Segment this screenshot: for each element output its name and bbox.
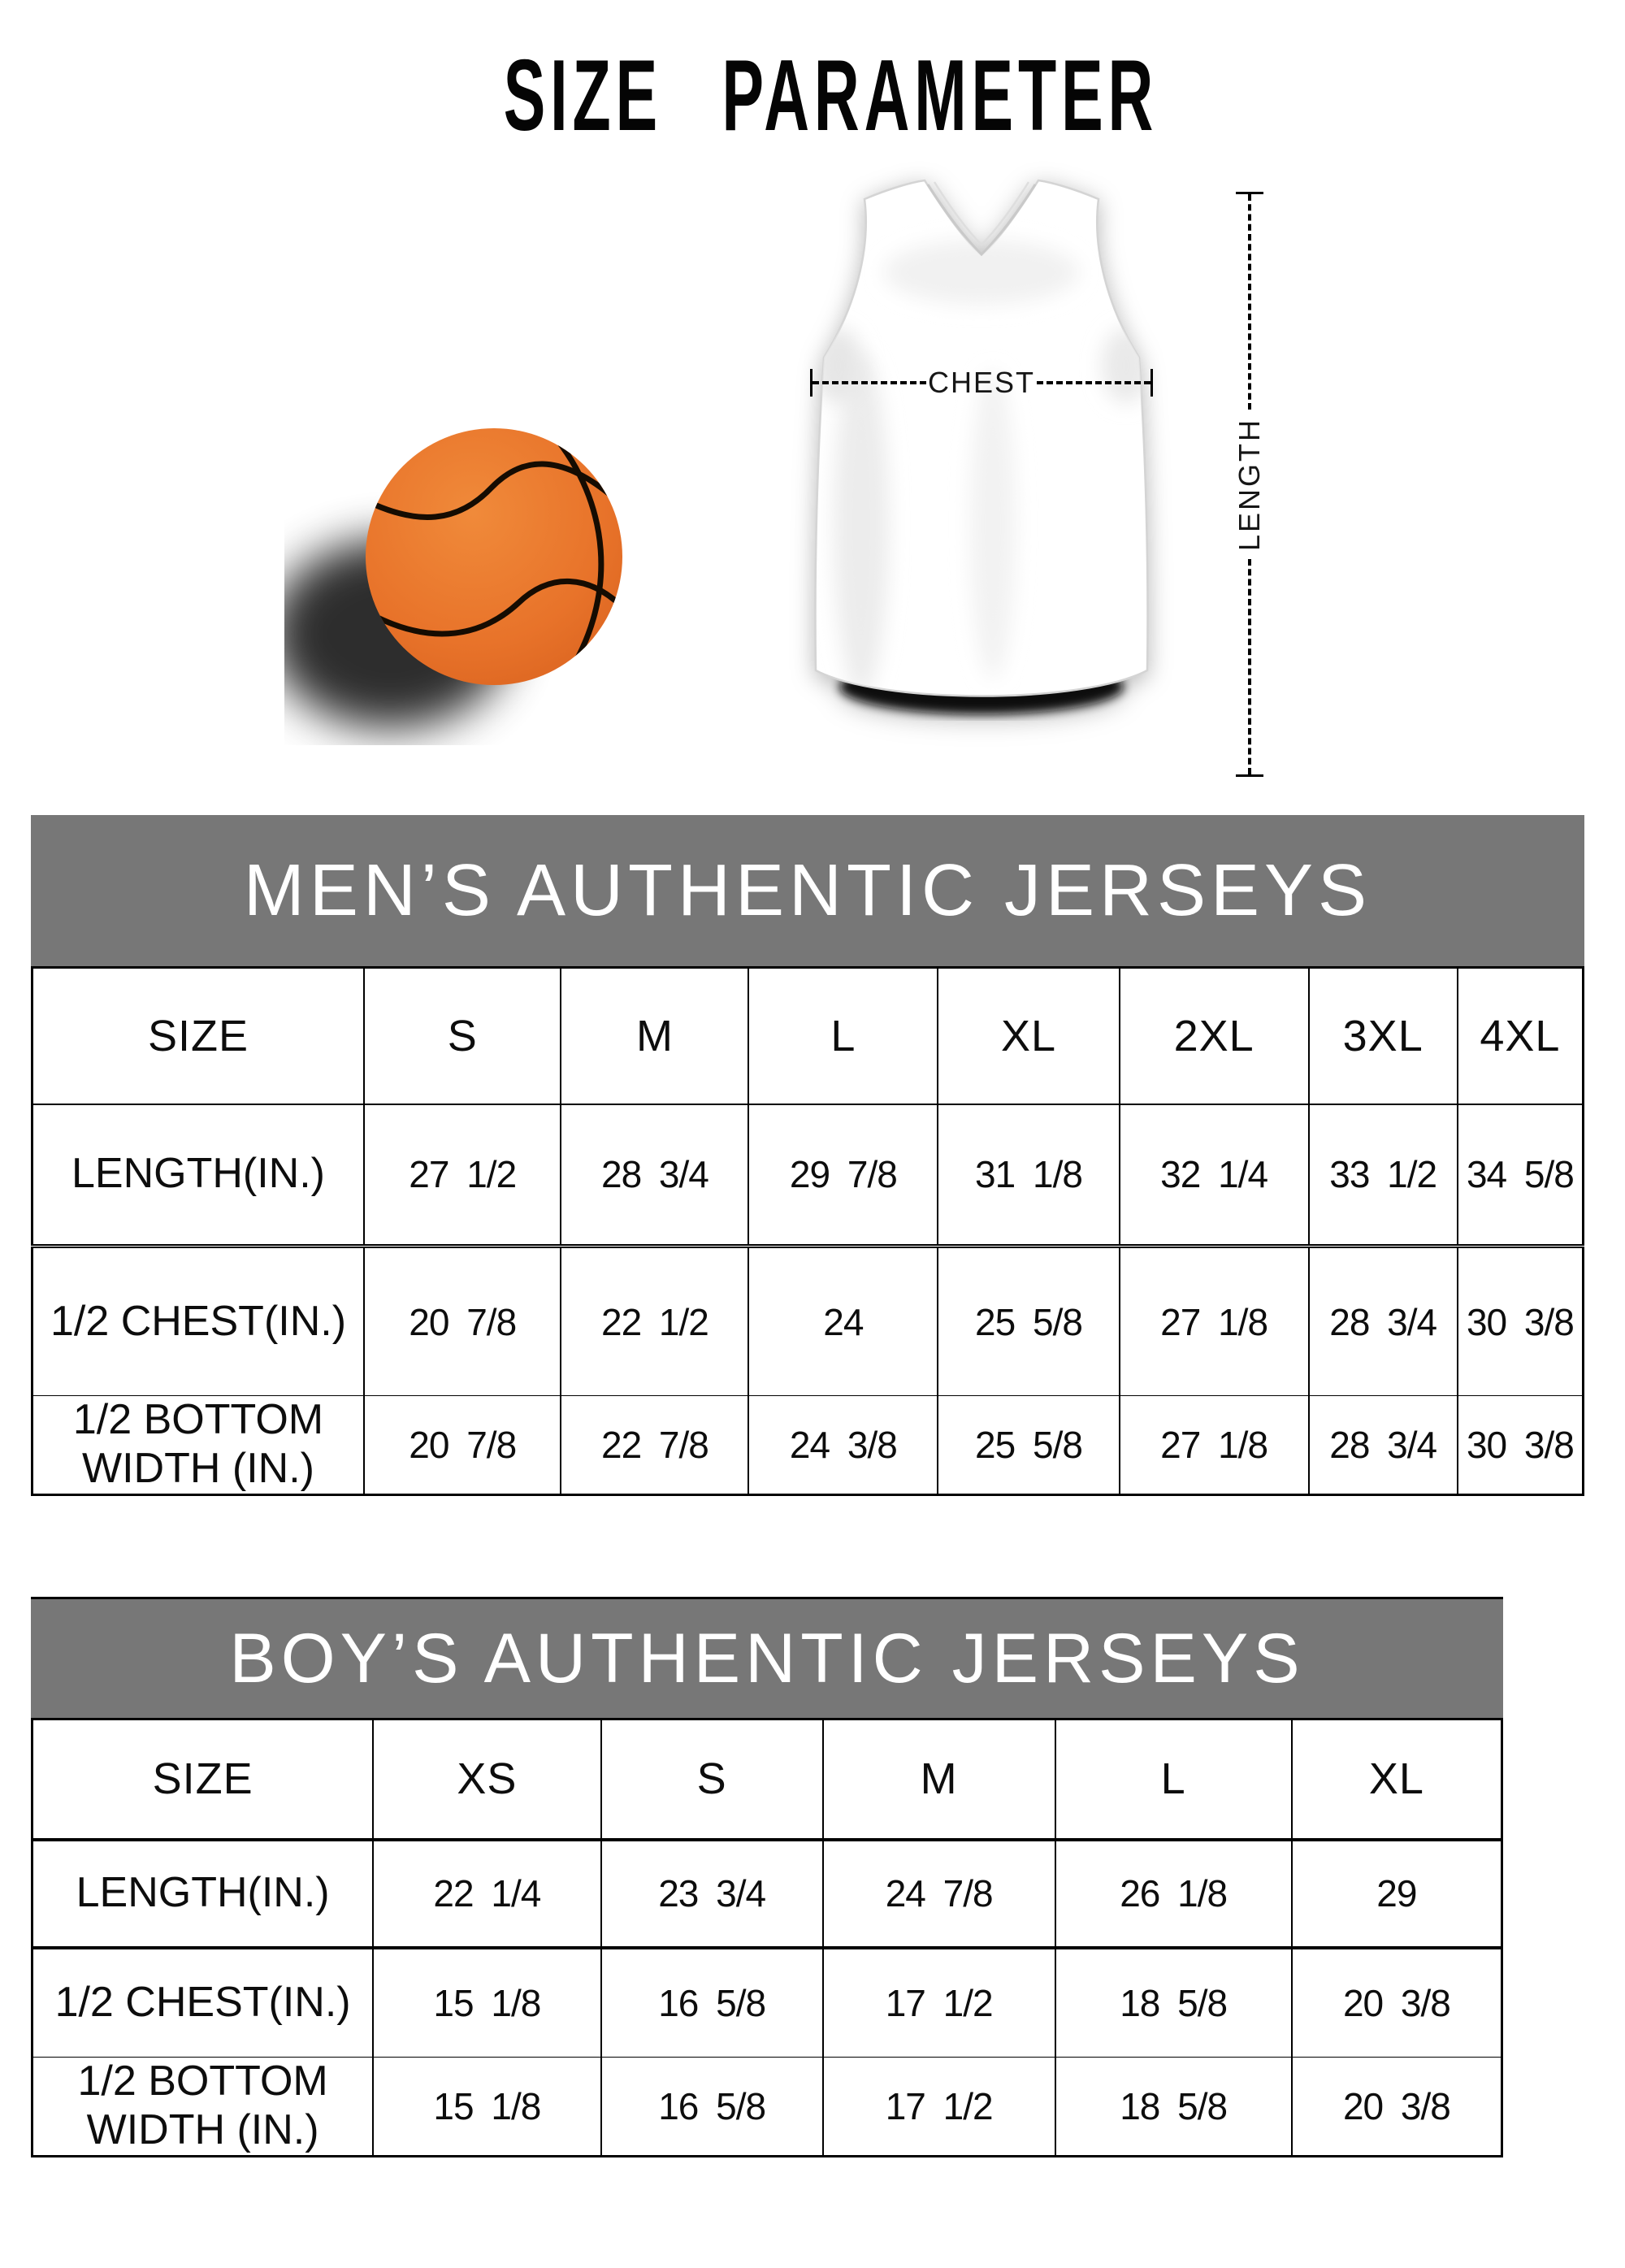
size-value-cell: 17 1/2 xyxy=(823,1948,1055,2058)
mens-table-section xyxy=(31,815,1584,1496)
size-value-cell: 22 7/8 xyxy=(561,1396,748,1495)
size-value-cell: 28 3/4 xyxy=(561,1104,748,1247)
size-value-cell: 16 5/8 xyxy=(601,1948,823,2058)
size-column-header: XL xyxy=(1292,1719,1502,1840)
measurement-row xyxy=(32,1396,1584,1495)
page-title xyxy=(0,39,1625,153)
row-label: 1/2 BOTTOM WIDTH (IN.) xyxy=(32,1396,365,1495)
size-column-header: M xyxy=(561,968,748,1104)
row-label: LENGTH(IN.) xyxy=(32,1840,374,1948)
length-dimension-line xyxy=(1231,192,1268,777)
size-column-header: S xyxy=(364,968,561,1104)
size-value-cell: 27 1/8 xyxy=(1120,1247,1309,1396)
size-value-cell: 17 1/2 xyxy=(823,2058,1055,2157)
size-value-cell: 15 1/8 xyxy=(373,2058,600,2157)
size-value-cell: 34 5/8 xyxy=(1458,1104,1584,1247)
size-value-cell: 22 1/2 xyxy=(561,1247,748,1396)
size-column-header: 4XL xyxy=(1458,968,1584,1104)
size-value-cell: 20 3/8 xyxy=(1292,2058,1502,2157)
size-value-cell: 18 5/8 xyxy=(1055,1948,1292,2058)
boys-size-table xyxy=(31,1718,1503,2157)
measurement-row xyxy=(32,1840,1502,1948)
measurement-row xyxy=(32,1247,1584,1396)
length-label: LENGTH xyxy=(1233,417,1266,552)
size-value-cell: 24 xyxy=(748,1247,938,1396)
row-label: LENGTH(IN.) xyxy=(32,1104,365,1247)
mens-table-title-band xyxy=(31,815,1584,966)
length-dash-bottom xyxy=(1248,559,1251,774)
size-value-cell: 15 1/8 xyxy=(373,1948,600,2058)
size-value-cell: 24 3/8 xyxy=(748,1396,938,1495)
chest-dimension-line xyxy=(810,367,1153,398)
size-column-header: 2XL xyxy=(1120,968,1309,1104)
size-value-cell: 30 3/8 xyxy=(1458,1396,1584,1495)
size-column-header: M xyxy=(823,1719,1055,1840)
size-value-cell: 18 5/8 xyxy=(1055,2058,1292,2157)
chest-dash-left xyxy=(812,381,926,384)
size-value-cell: 22 1/4 xyxy=(373,1840,600,1948)
size-value-cell: 25 5/8 xyxy=(938,1396,1119,1495)
size-value-cell: 16 5/8 xyxy=(601,2058,823,2157)
page-title-text: SIZE PARAMETER xyxy=(503,40,1159,153)
chest-label: CHEST xyxy=(928,366,1036,399)
size-column-header: L xyxy=(748,968,938,1104)
size-column-header: L xyxy=(1055,1719,1292,1840)
mens-table-title: MEN’S AUTHENTIC JERSEYS xyxy=(243,849,1372,931)
row-label: 1/2 CHEST(IN.) xyxy=(32,1247,365,1396)
size-value-cell: 30 3/8 xyxy=(1458,1247,1584,1396)
size-column-header: XL xyxy=(938,968,1119,1104)
size-column-header: XS xyxy=(373,1719,600,1840)
chest-dash-right xyxy=(1037,381,1150,384)
measurement-row xyxy=(32,1948,1502,2058)
boys-table-title: BOY’S AUTHENTIC JERSEYS xyxy=(229,1619,1305,1698)
jersey-icon xyxy=(790,175,1173,721)
size-value-cell: 33 1/2 xyxy=(1309,1104,1458,1247)
size-value-cell: 31 1/8 xyxy=(938,1104,1119,1247)
size-column-header: S xyxy=(601,1719,823,1840)
size-value-cell: 28 3/4 xyxy=(1309,1247,1458,1396)
size-value-cell: 20 7/8 xyxy=(364,1396,561,1495)
boys-table-title-band xyxy=(31,1597,1503,1718)
row-label: 1/2 BOTTOM WIDTH (IN.) xyxy=(32,2058,374,2157)
measurement-row xyxy=(32,2058,1502,2157)
size-value-cell: 25 5/8 xyxy=(938,1247,1119,1396)
size-value-cell: 29 xyxy=(1292,1840,1502,1948)
size-value-cell: 24 7/8 xyxy=(823,1840,1055,1948)
chest-right-tick xyxy=(1150,369,1153,397)
corner-size-label: SIZE xyxy=(32,1719,374,1840)
size-value-cell: 23 3/4 xyxy=(601,1840,823,1948)
size-value-cell: 29 7/8 xyxy=(748,1104,938,1247)
corner-size-label: SIZE xyxy=(32,968,365,1104)
size-value-cell: 20 7/8 xyxy=(364,1247,561,1396)
size-header-row xyxy=(32,968,1584,1104)
basketball-icon xyxy=(284,400,682,745)
size-value-cell: 27 1/8 xyxy=(1120,1396,1309,1495)
length-bottom-tick xyxy=(1236,774,1263,777)
size-header-row xyxy=(32,1719,1502,1840)
size-value-cell: 26 1/8 xyxy=(1055,1840,1292,1948)
length-dash-top xyxy=(1248,194,1251,410)
size-value-cell: 32 1/4 xyxy=(1120,1104,1309,1247)
row-label: 1/2 CHEST(IN.) xyxy=(32,1948,374,2058)
boys-table-section xyxy=(31,1597,1503,2157)
mens-size-table xyxy=(31,966,1584,1496)
size-value-cell: 28 3/4 xyxy=(1309,1396,1458,1495)
size-value-cell: 20 3/8 xyxy=(1292,1948,1502,2058)
measurement-row xyxy=(32,1104,1584,1247)
size-column-header: 3XL xyxy=(1309,968,1458,1104)
size-value-cell: 27 1/2 xyxy=(364,1104,561,1247)
